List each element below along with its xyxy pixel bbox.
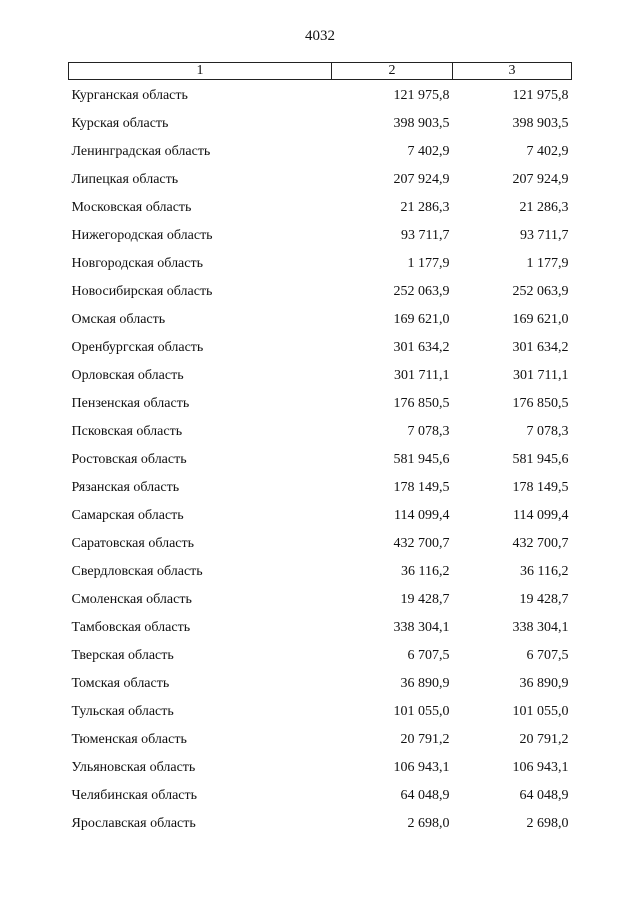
region-name-cell: Липецкая область bbox=[71, 172, 179, 187]
region-name-cell: Новгородская область bbox=[71, 256, 203, 271]
table-row bbox=[69, 502, 572, 530]
value-col-3-cell: 21 286,3 bbox=[519, 200, 569, 215]
table-row bbox=[69, 474, 572, 502]
value-col-3-cell: 581 945,6 bbox=[512, 452, 569, 467]
value-col-3-cell: 19 428,7 bbox=[519, 592, 569, 607]
value-col-2-cell: 1 177,9 bbox=[407, 256, 450, 271]
table-row bbox=[69, 194, 572, 222]
region-name-cell: Томская область bbox=[71, 676, 170, 691]
table-row bbox=[69, 446, 572, 474]
table-row bbox=[69, 278, 572, 306]
value-col-3-cell: 1 177,9 bbox=[526, 256, 569, 271]
value-col-3-cell: 7 078,3 bbox=[526, 424, 569, 439]
table-row bbox=[69, 306, 572, 334]
value-col-3-cell: 36 116,2 bbox=[520, 564, 569, 579]
header-col-2: 2 bbox=[332, 63, 453, 80]
table-row bbox=[69, 222, 572, 250]
region-name-cell: Тверская область bbox=[71, 648, 174, 663]
value-col-3-cell: 252 063,9 bbox=[512, 284, 569, 299]
value-col-2-cell: 301 711,1 bbox=[394, 368, 450, 383]
table-row bbox=[69, 614, 572, 642]
value-col-2-cell: 93 711,7 bbox=[401, 228, 450, 243]
data-table-container bbox=[68, 62, 571, 838]
region-name-cell: Омская область bbox=[71, 312, 166, 327]
value-col-2-cell: 2 698,0 bbox=[407, 816, 450, 831]
table-row bbox=[69, 810, 572, 838]
region-name-cell: Самарская область bbox=[71, 508, 184, 523]
table-row bbox=[69, 754, 572, 782]
value-col-3-cell: 432 700,7 bbox=[512, 536, 569, 551]
region-name-cell: Рязанская область bbox=[71, 480, 180, 495]
value-col-2-cell: 36 890,9 bbox=[400, 676, 450, 691]
region-name-cell: Ростовская область bbox=[71, 452, 187, 467]
region-name-cell: Московская область bbox=[71, 200, 192, 215]
value-col-3-cell: 64 048,9 bbox=[519, 788, 569, 803]
table-row bbox=[69, 418, 572, 446]
value-col-3-cell: 36 890,9 bbox=[519, 676, 569, 691]
table-row bbox=[69, 642, 572, 670]
table-row bbox=[69, 110, 572, 138]
value-col-2-cell: 178 149,5 bbox=[393, 480, 450, 495]
value-col-2-cell: 432 700,7 bbox=[393, 536, 450, 551]
value-col-2-cell: 6 707,5 bbox=[407, 648, 450, 663]
table-row bbox=[69, 782, 572, 810]
table-row bbox=[69, 334, 572, 362]
value-col-3-cell: 398 903,5 bbox=[512, 116, 569, 131]
value-col-2-cell: 114 099,4 bbox=[394, 508, 450, 523]
value-col-2-cell: 338 304,1 bbox=[393, 620, 450, 635]
table-row bbox=[69, 726, 572, 754]
region-name-cell: Курганская область bbox=[71, 88, 188, 103]
value-col-2-cell: 106 943,1 bbox=[393, 760, 450, 775]
header-row bbox=[69, 63, 572, 80]
region-name-cell: Ульяновская область bbox=[71, 760, 196, 775]
value-col-3-cell: 20 791,2 bbox=[519, 732, 569, 747]
value-col-3-cell: 101 055,0 bbox=[512, 704, 569, 719]
value-col-2-cell: 101 055,0 bbox=[393, 704, 450, 719]
value-col-2-cell: 301 634,2 bbox=[393, 340, 450, 355]
value-col-2-cell: 21 286,3 bbox=[400, 200, 450, 215]
value-col-3-cell: 2 698,0 bbox=[526, 816, 569, 831]
region-name-cell: Саратовская область bbox=[71, 536, 195, 551]
value-col-2-cell: 36 116,2 bbox=[401, 564, 450, 579]
table-row bbox=[69, 250, 572, 278]
region-name-cell: Тамбовская область bbox=[71, 620, 191, 635]
value-col-3-cell: 106 943,1 bbox=[512, 760, 569, 775]
table-row bbox=[69, 362, 572, 390]
header-col-1: 1 bbox=[69, 63, 332, 80]
region-name-cell: Свердловская область bbox=[71, 564, 203, 579]
region-name-cell: Новосибирская область bbox=[71, 284, 213, 299]
table-row bbox=[69, 138, 572, 166]
value-col-2-cell: 20 791,2 bbox=[400, 732, 450, 747]
value-col-2-cell: 7 402,9 bbox=[407, 144, 450, 159]
value-col-2-cell: 64 048,9 bbox=[400, 788, 450, 803]
value-col-2-cell: 121 975,8 bbox=[393, 88, 450, 103]
value-col-3-cell: 176 850,5 bbox=[512, 396, 569, 411]
region-name-cell: Тюменская область bbox=[71, 732, 187, 747]
region-name-cell: Тульская область bbox=[71, 704, 174, 719]
value-col-2-cell: 581 945,6 bbox=[393, 452, 450, 467]
table-row bbox=[69, 530, 572, 558]
table-row bbox=[69, 80, 572, 111]
value-col-3-cell: 7 402,9 bbox=[526, 144, 569, 159]
value-col-3-cell: 338 304,1 bbox=[512, 620, 569, 635]
table-row bbox=[69, 670, 572, 698]
value-col-3-cell: 169 621,0 bbox=[512, 312, 569, 327]
table-row bbox=[69, 390, 572, 418]
region-name-cell: Курская область bbox=[71, 116, 169, 131]
header-col-3: 3 bbox=[453, 63, 572, 80]
value-col-2-cell: 207 924,9 bbox=[393, 172, 450, 187]
value-col-3-cell: 207 924,9 bbox=[512, 172, 569, 187]
value-col-2-cell: 398 903,5 bbox=[393, 116, 450, 131]
value-col-2-cell: 169 621,0 bbox=[393, 312, 450, 327]
region-name-cell: Челябинская область bbox=[71, 788, 197, 803]
value-col-3-cell: 121 975,8 bbox=[512, 88, 569, 103]
table-body bbox=[69, 80, 572, 839]
value-col-2-cell: 176 850,5 bbox=[393, 396, 450, 411]
value-col-3-cell: 301 711,1 bbox=[513, 368, 569, 383]
table-header bbox=[69, 63, 572, 80]
table-row bbox=[69, 558, 572, 586]
value-col-3-cell: 301 634,2 bbox=[512, 340, 569, 355]
table-row bbox=[69, 586, 572, 614]
region-name-cell: Смоленская область bbox=[71, 592, 192, 607]
page-number: 4032 bbox=[305, 28, 335, 44]
value-col-3-cell: 114 099,4 bbox=[513, 508, 569, 523]
value-col-3-cell: 6 707,5 bbox=[526, 648, 569, 663]
region-name-cell: Ленинградская область bbox=[71, 144, 211, 159]
region-name-cell: Пензенская область bbox=[71, 396, 190, 411]
region-name-cell: Оренбургская область bbox=[71, 340, 204, 355]
table-row bbox=[69, 698, 572, 726]
table-row bbox=[69, 166, 572, 194]
value-col-2-cell: 7 078,3 bbox=[407, 424, 450, 439]
value-col-2-cell: 19 428,7 bbox=[400, 592, 450, 607]
data-table bbox=[68, 62, 572, 838]
region-name-cell: Нижегородская область bbox=[71, 228, 213, 243]
region-name-cell: Орловская область bbox=[71, 368, 184, 383]
region-name-cell: Ярославская область bbox=[71, 816, 196, 831]
value-col-2-cell: 252 063,9 bbox=[393, 284, 450, 299]
value-col-3-cell: 93 711,7 bbox=[520, 228, 569, 243]
value-col-3-cell: 178 149,5 bbox=[512, 480, 569, 495]
region-name-cell: Псковская область bbox=[71, 424, 183, 439]
